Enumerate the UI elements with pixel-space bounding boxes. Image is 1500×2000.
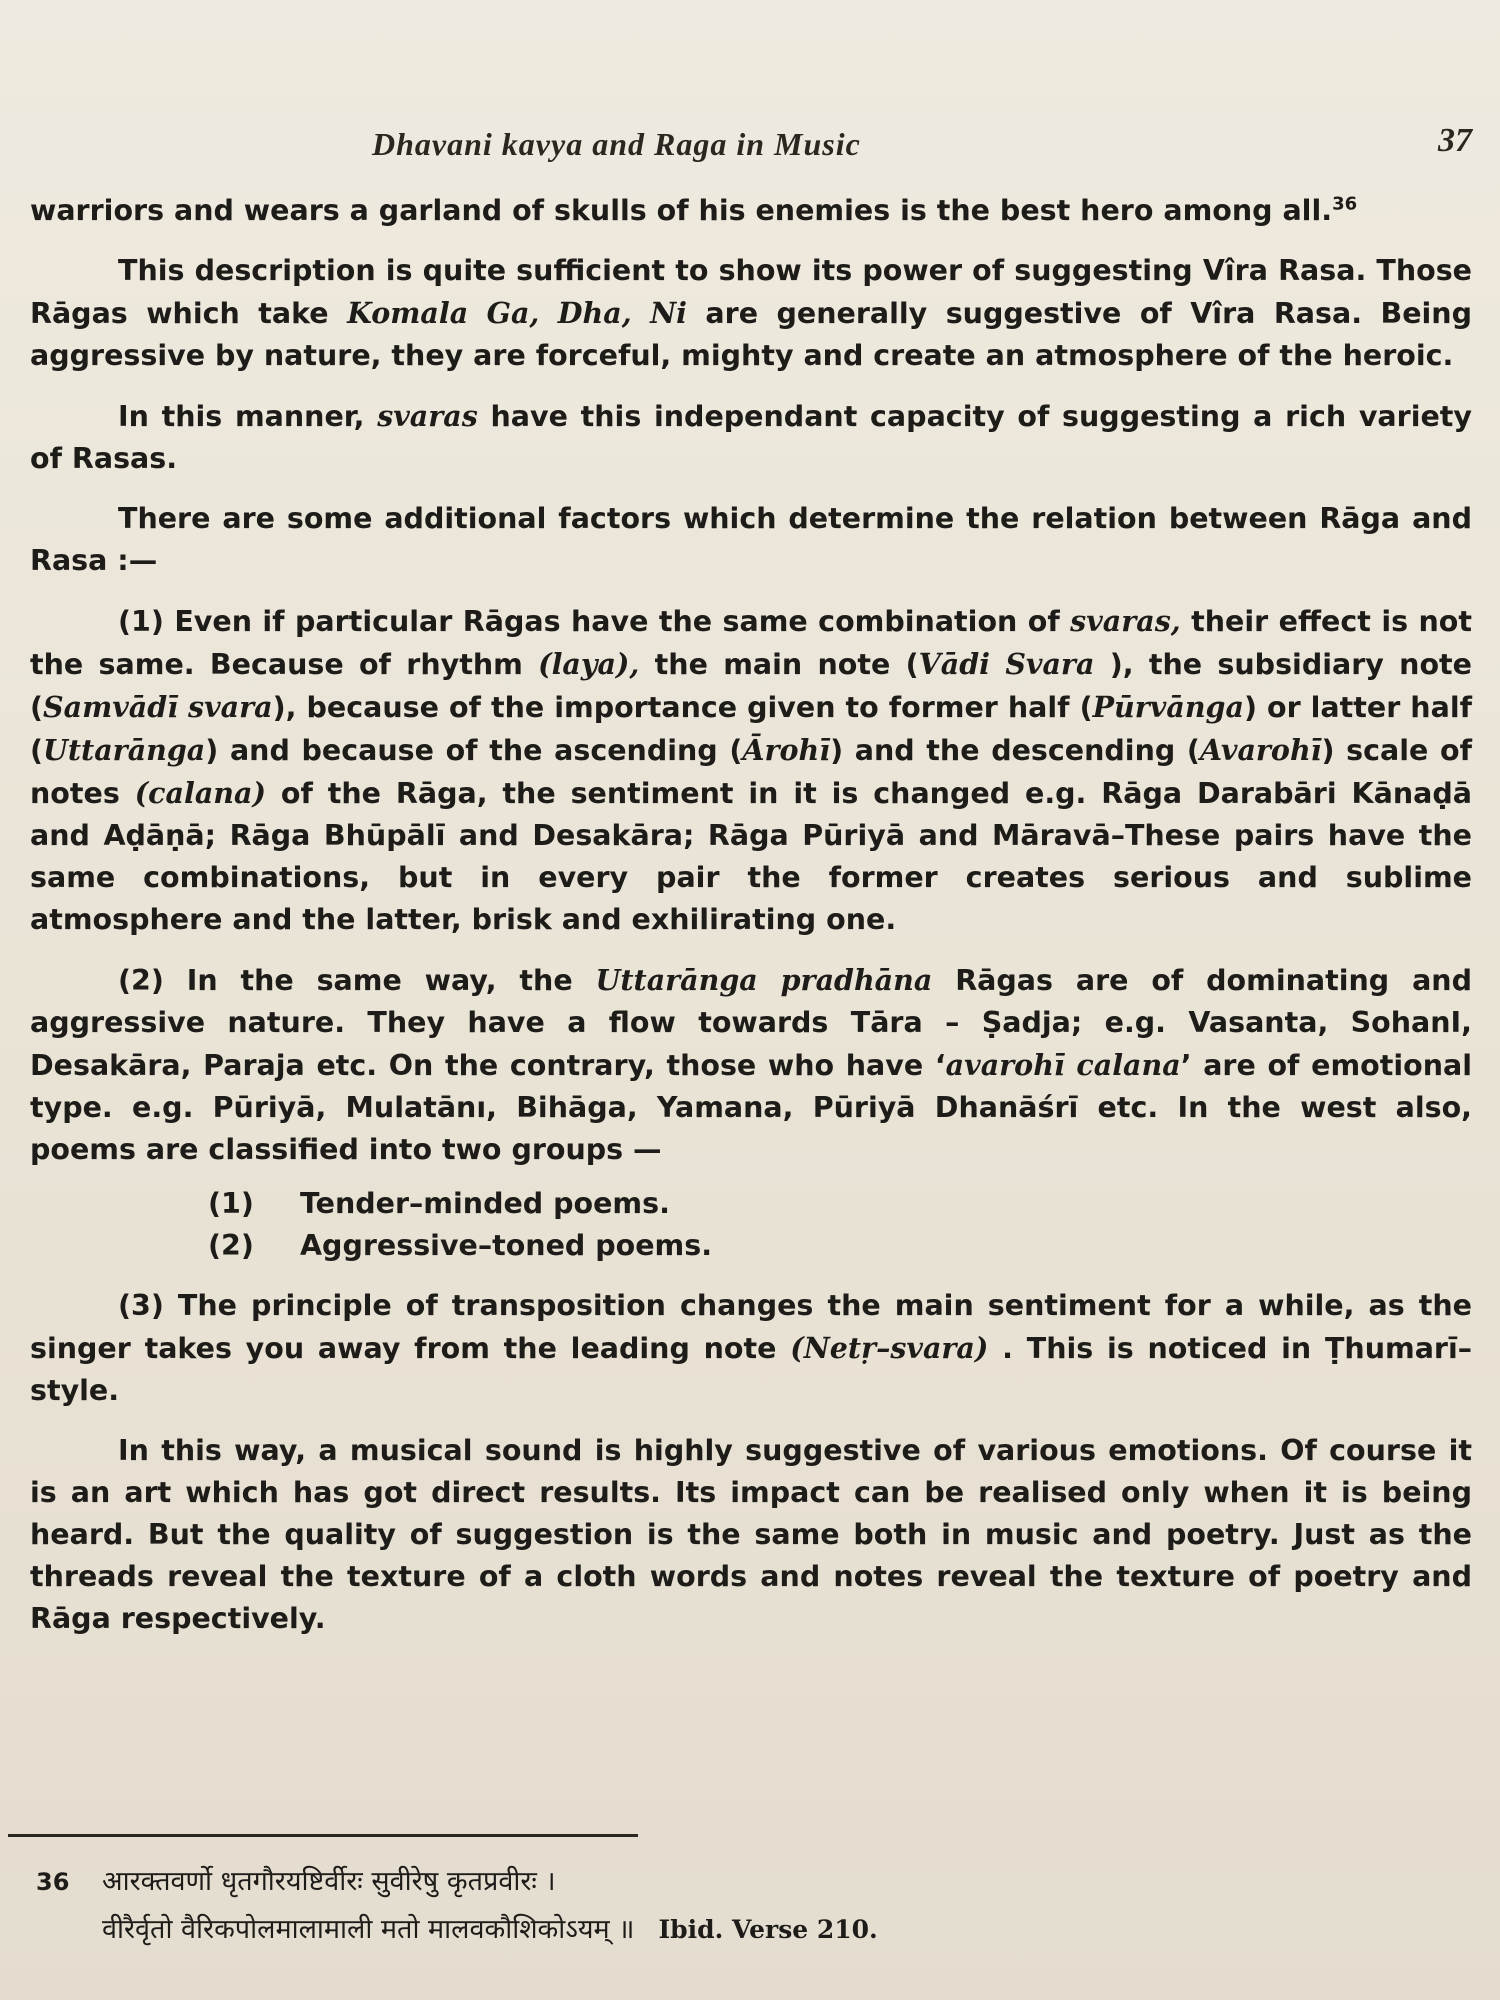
list-item: (1) Tender–minded poems. [208,1187,670,1220]
page-number: 37 [1438,122,1472,159]
paragraph-5: (1) Even if particular Rāgas have the same combination of svaras, their effect is not the same. Because of rhythm (laya), the main note (Vādi Svara ), the subsidiary note (Samvādī svara), because of the importance given to former half (Pūrvānga) or latter half (Uttarānga) and because of the ascending (Ārohī) and the descending (Avarohī) scale of notes (calana) of the Rāga, the sentiment in it is changed e.g. Rāga Darabāri Kānaḍā and Aḍāṇā; Rāga Bhūpālī and Desakāra; Rāga Pūriyā and Māravā–These pairs have the same combinations, but in every pair the former creates serious and sublime atmosphere and the latter, brisk and exhilirating one. [30,604,1473,936]
footnote-line-2: वीरैर्वृतो वैरिकपोलमालामाली मतो मालवकौशिकोऽयम् ॥ Ibid. Verse 210. [102,1914,878,1945]
paragraph-4: There are some additional factors which determine the relation between Rāga and Rasa :— [30,502,1472,577]
list-item: (2) Aggressive–toned poems. [208,1229,713,1262]
footnote-ref-36[interactable]: 36 [1332,193,1358,215]
footnote-mark: 36 [36,1868,70,1896]
footnote-36 [36,1858,1456,1954]
running-head: Dhavani kavya and Raga in Music [372,126,861,162]
footnote-citation: Ibid. Verse 210. [658,1915,878,1944]
footnote-line-1: 36 आरक्तवर्णो धृतगौरयष्टिर्वीरः सुवीरेषु कृतप्रवीरः । [36,1858,1456,1906]
footnote-divider [8,1834,638,1837]
paragraph-8: In this way, a musical sound is highly suggestive of various emotions. Of course it is an art which has got direct results. Its impact can be realised only when it is being heard. But the quality of suggestion is the same both in music and poetry. Just as the threads reveal the texture of a cloth words and notes reveal the texture of poetry and Rāga respectively. [30,1434,1472,1635]
page-header [0,122,1500,172]
paragraph-6: (2) In the same way, the Uttarānga pradhāna Rāgas are of dominating and aggressive nature. They have a flow towards Tāra – Ṣadja; e.g. Vasanta, SohanI, Desakāra, Paraja etc. On the contrary, those who have ‘avarohī calana’ are of emotional type. e.g. Pūriyā, Mulatānı, Bihāga, Yamana, Pūriyā Dhanāśrī etc. In the west also, poems are classified into two groups — [30,963,1472,1166]
paragraph-7: (3) The principle of transposition changes the main sentiment for a while, as the singer takes you away from the leading note (Netṛ–svara) . This is noticed in Ṭhumarī–style. [30,1289,1473,1407]
body-text [30,190,1472,1658]
poem-groups-list [30,1183,1472,1267]
paragraph-3: In this manner, svaras have this independant capacity of suggesting a rich variety of Rasas. [30,399,1472,475]
paragraph-1: warriors and wears a garland of skulls of his enemies is the best hero among all.$^{36}$ [30,193,1358,227]
paragraph-2: This description is quite sufficient to show its power of suggesting Vîra Rasa. Those Rāgas which take Komala Ga, Dha, Ni are generally suggestive of Vîra Rasa. Being aggressive by nature, they are forceful, mighty and create an atmosphere of the heroic. [30,254,1472,372]
